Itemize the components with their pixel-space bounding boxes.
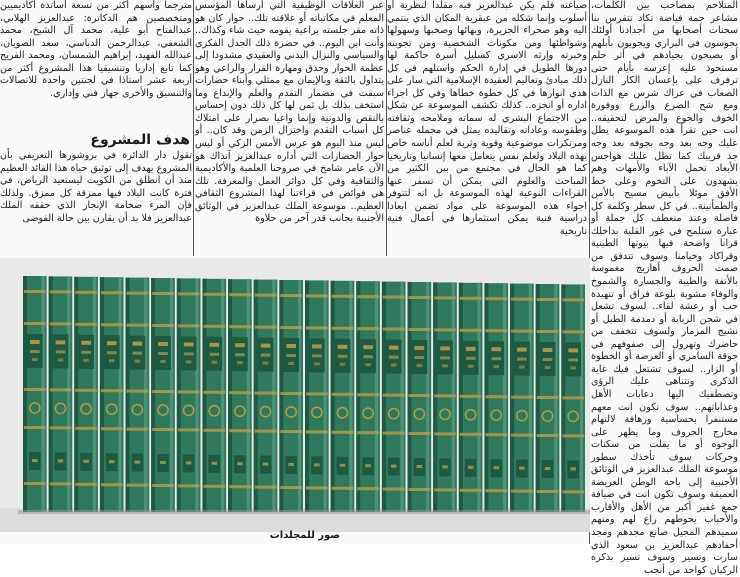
article-column-right (591, 0, 738, 576)
book-spine (561, 284, 585, 512)
book-spine (356, 281, 380, 512)
book-spine (74, 277, 98, 512)
book-spine (202, 279, 226, 512)
column-text: تقول دار الدائرة في بروشورها التعريفي بأن المشروع يهدف إلى توثيق حياة هذا القائد العظيم منذ أن انطلق من الكويت ليستعيد الرياض، في فترة كانت البلاد فيها ممزقة كل ممزق. ولذلك فإن المرء ضخامة الإنجاز الذي حققه الملك عبدالعزيز فلا بد أن يقارن بين حالة الفوضى (0, 150, 192, 224)
book-spine (510, 284, 534, 512)
article-column-left-bottom (0, 150, 192, 270)
column-text: صياغته فلم يكن عبدالعزيز فيه مقلدا لنظرية أو أسلوب وإنما شكله من عبقرية المكان الذي ينتمي اليه وهو صحراء الجزيرة، وبهائها وصخبها وسهولها وشواطئها ومن مكونات الشخصية ومن تجوبته وخبرته وإرثه الاسري كسليل أسرة حاكمة لها دورها الطويل في إدارة الحكم واستلهم في كل ذلك مبادئ وتعاليم العقيدة الإسلامية التي سار على هدي انوارها في كل خطوة خطاها وفي كل اجراء اداره أو انجزه.. كذلك تكشف الموسوعة عن شكل من الاجتماع البشري له سماته وملامحه وثقافته وطقوسه وعاداته وتقاليده يمثل في مجمله عناصر ومرتكزات موضوعية وقوية وثرية لعلم أناسه خاص بهذه البلاد ولعلم نفس يتعامل معها إنسانيا وتاريخيا كما هو الحال في مجتمع من بين الكثير من المباحث والعلوم التي يمكن أن تسفر عنها القراءات النوعية لهذه الموسوعة بل انه لتتوفر اجواء هذه الموسوعة على مواد تضمن ابعادا دراسية فنية يمكن استثمارها في أعمال فنية تاريخية (387, 0, 587, 237)
column-divider (386, 0, 387, 256)
book-spine (536, 284, 560, 512)
book-spine (331, 281, 355, 512)
book-spine (408, 282, 432, 512)
article-column-left-top (0, 0, 192, 131)
book-spine (484, 283, 508, 512)
book-spine (151, 278, 175, 512)
book-spine (126, 278, 150, 512)
book-spine (433, 282, 457, 512)
article-column-center-right (387, 0, 587, 256)
book-spines-illustration (0, 258, 590, 532)
book-spine (23, 276, 47, 512)
column-text: عبر العلاقات الوظيفية التي أرساها المؤسس المعلم في مكاتباته أو علاقته تلك.. حوار كان هو ذاته مقر جلسته براعية يقومه حيث شاء وكذاك.. وأنت ابن اليوم.. في حضرة ذلك الجدل الفكري والسياسي والنزال البدني والعقيدي مشدودا إلى عظمة الحوار وحذق ومهارة القرار والراعي وهو يتداول بالثقة وبالإيمان مع ممثلي وأبناء حضارات سبقت في مضمار التقدم والعلم والإبداع وما استخف بذلك بل ثمن لها كل ذلك دون إحساس بالنقص والدونية وإنما واعيا بصرار على امتلاك كل أسباب التقدم واختزال الزمن وقد كان.. أو ليس منذ اليوم هو عرس الأمس الزكي أو ليس حوار الحضارات التي أداره عبدالعزيز آنذاك هو الآن عامر شامخ في صروحنا العلمية والأكاديمية والثقافية وفي كل دوائر العمل والمعرفة. تلك هي فوائض في قراءتنا لهذا المشروع الثقافي العظيم.. موسوعة الملك عبدالعزيز في الوثائق الأجنبية بجانب قدر آخر من حلاوة (195, 0, 384, 225)
column-divider (193, 0, 194, 256)
photo-caption: صور للمجلدات (269, 530, 340, 541)
book-shadow (18, 510, 590, 514)
book-spine (459, 283, 483, 512)
book-spine (254, 280, 278, 512)
book-spine (279, 280, 303, 512)
article-column-center-left (195, 0, 384, 256)
book-spine (305, 280, 329, 512)
book-spine (177, 278, 201, 512)
column-text: المتلاحم بمصاحب بين الكلمات، مشاعر جمة فياضة تكاد تتفرس بنا سحنات أصحابها من أجدادنا أولئك يجوسون في البراري ويجوبون بأبلهم أو يصيحون بجيادهم في أثر حلم مستحوذ عليه إعرسه بأيام حتى ترفرف على بإعسان الكار النازل الصعاب في عراك شرس مع الذات ومع شح الضرع والزرع ووفورة الخوف والجوع والمرض لتحقيقه.. انت حين تقرأ هذه الموسوعة يطل عليك وجه بعد وجه بجوفه بعد وجه جد قريبك كما تطل عليك هواجس الأبعاد تحمل الآباء والأمهات وهم يشهدون على التخوم وعلى خط الأفق موئلا بأبيض مسيح بالأمن والطمأنينة.. في كل سطر وكلمة كل فاصلة وعند منعطف كل جملة أو عبارة ستلمح في غور القلبة بداخلك قرانا واضحة فيها بيوتها الطينية وقراكاد وخيامنا وسوف تتدفق من صمت الحروف أهازيج مغموسة بالأنفة والطيبة والجسارة والشموخ والوفاء مشوبة بلوعة فراق أو تنهيدة حب أو رعشة لقاء.. لسوف تشعل في شجن الربابة أو دمدمة الطبل أو نشيج المزمار ولسوف تتخفف من حاضرك وتهرول إلى صفوفهم في جوقة السامري أو العرضة أو الخطوة أو الزار.. لسوف تشتعل فيك غاية الذكرى وتتناهى عليك الرؤى وتصطفيك اليها دعابات الأهل وعذاباتهم.. سوف تكون انت معهم مستنفرا بحساسية ورهافة لالتهام مخارج الحروف وما يظهر على الوجوه أو ما يقلت من سكنات وحركات سوف تأخذك سطور موسوعة الملك عبدالعزيز في الوثائق الأجنبية إلى باحة الوطن العريضة العميقة وسوف تكون انت في ضيافة جمع غفير أكبر من الأهل والأقارب والأحباب يحوطهم راع لهم ومنهم سميدهم المجيل صانع مجدهم ومجد أحفادهم عبدالعزيز بن سعود الذي سارت وتسير وسوف تسير بذكره الركبان كواحد من أنجب (591, 0, 738, 576)
encyclopedia-volumes-photo (0, 258, 590, 532)
book-spine (228, 279, 252, 512)
book-spine (49, 276, 73, 512)
column-text: مترجما وأسهم أكثر من تسعة أساتذة أكاديميين ومتخصصين هم الدكاترة: عبدالعزيز الهلابي، عبدالفتاح أبو علية، محمد آل الشيخ، محمد الشعفي، عبدالرحمن الدباسي، سعد الصويان، عبدالله الفهيد، إبراهيم الشمسان، ومحمد الفريح كما تابع إداريا وتنسيقيا هذا المشروع أكثر من أربعة عشر استاذا في لجنتين واحدة للاتصالات والتنسيق والأخرى جهاز فني وإداري. (0, 0, 192, 99)
book-spine (382, 282, 406, 512)
book-spine (100, 277, 124, 512)
section-heading: هدف المشروع (90, 132, 190, 148)
